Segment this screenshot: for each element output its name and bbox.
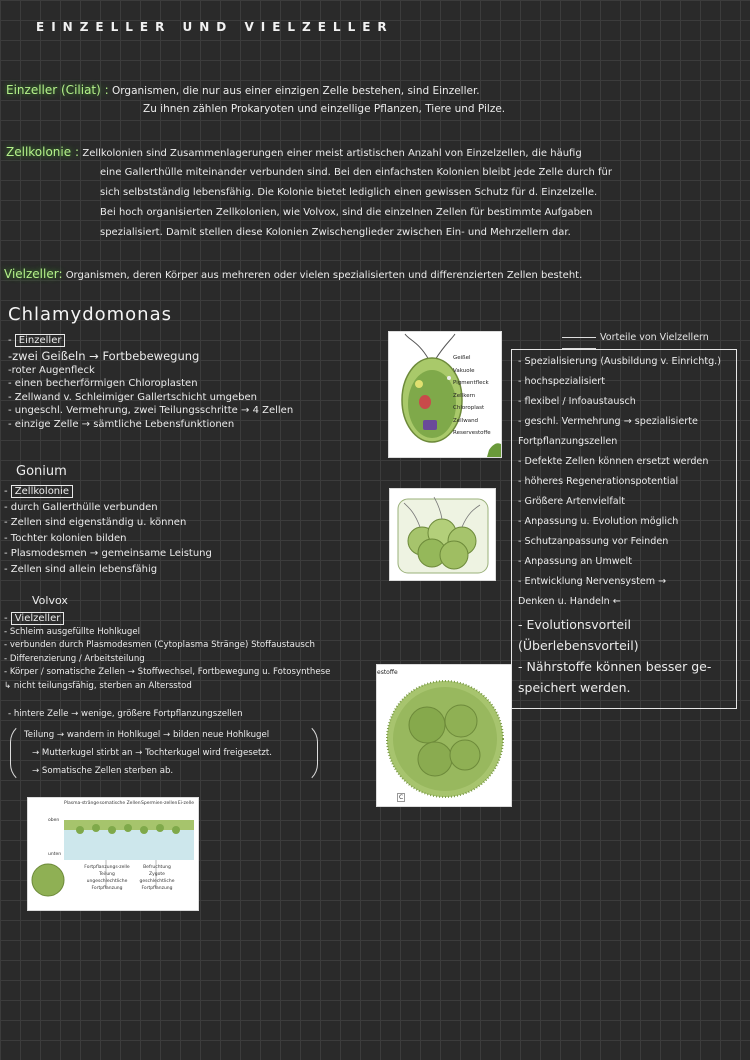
- list-item: - Nährstoffe können besser ge-: [518, 659, 712, 674]
- figure-label: oben: [48, 818, 60, 823]
- list-item: - Differenzierung / Arbeitsteilung: [4, 653, 145, 664]
- figure-label: Reservestoffe: [453, 430, 491, 436]
- chlamydomonas-list: - Einzeller -zwei Geißeln → Fortbebewegung -roter Augenfleck - einen becherförmigen Chloroplasten - Zellwand v. Schleimiger Gallertschicht umgeben - ungeschl. Vermehrung, zwei Teilungsschritte → 4 Zellen - einzige Zelle → sämtliche Lebensfunktionen: [8, 335, 294, 430]
- list-item: - Anpassung u. Evolution möglich: [518, 516, 679, 527]
- vielzeller-label: Vielzeller:: [4, 267, 63, 281]
- list-item: - ungeschl. Vermehrung, zwei Teilungsschritte → 4 Zellen: [8, 405, 294, 416]
- figure-label: Chloroplast: [453, 405, 485, 411]
- list-item: - einzige Zelle → sämtliche Lebensfunktionen: [8, 418, 235, 430]
- list-item: -zwei Geißeln → Fortbebewegung: [8, 348, 200, 363]
- list-item: - geschl. Vermehrung → spezialisierte: [518, 416, 698, 427]
- list-item: - Spezialisierung (Ausbildung v. Einrichtg.): [518, 356, 721, 367]
- zellkolonie-line1: Zellkolonien sind Zusammenlagerungen einer meist artistischen Anzahl von Einzelzellen, die häufig: [82, 148, 582, 159]
- list-item: - Körper / somatische Zellen → Stoffwechsel, Fortbewegung u. Fotosynthese: [4, 667, 331, 677]
- figure-label: Ei-zelle: [177, 801, 194, 806]
- einzeller-line2: Zu ihnen zählen Prokaryoten und einzellige Pflanzen, Tiere und Pilze.: [143, 103, 506, 115]
- figure-label: Fortpflanzungs-zelle: [84, 865, 130, 870]
- list-item: - Zellen sind eigenständig u. können: [4, 517, 187, 528]
- volvox-cycle-figure: [27, 797, 199, 911]
- list-item: Fortpflanzungszellen: [518, 436, 618, 447]
- list-item: - verbunden durch Plasmodesmen (Cytoplasma Stränge) Stoffaustausch: [4, 640, 315, 650]
- figure-label: Zellkern: [453, 392, 476, 399]
- figure-label: Befruchtung: [143, 865, 171, 870]
- list-item: - höheres Regenerationspotential: [518, 476, 679, 487]
- list-item: speichert werden.: [518, 680, 631, 695]
- chlamydomonas-type: Einzeller: [15, 334, 66, 347]
- zellkolonie-line5: spezialisiert. Damit stellen diese Kolonien Zwischenglieder zwischen Ein- und Mehrzellern dar.: [100, 227, 571, 238]
- gonium-heading: Gonium: [16, 464, 67, 479]
- list-item: - durch Gallerthülle verbunden: [4, 501, 158, 513]
- list-item: - Größere Artenvielfalt: [518, 496, 626, 507]
- figure-label: Pigmentfleck: [453, 380, 489, 386]
- list-item: Denken u. Handeln ←: [518, 596, 621, 607]
- page-title: EINZELLER UND VIELZELLER: [36, 20, 394, 34]
- volvox-list: - Vielzeller - Schleim ausgefüllte Hohlkugel - verbunden durch Plasmodesmen (Cytoplasma Stränge) Stoffaustausch - Differenzierung / Arbeitsteilung - Körper / somatische Zellen → Stoffwechsel, Fortbewegung u. Fotosynthese ↳ nicht teilungsfähig, sterben an Altersstod: [4, 612, 330, 693]
- volvox-figure: [376, 664, 512, 807]
- list-item: - Entwicklung Nervensystem →: [518, 576, 667, 587]
- zellkolonie-line2: eine Gallerthülle miteinander verbunden sind. Bei den einfachsten Kolonien bleibt jede Zelle durch für: [100, 167, 612, 178]
- volvox-cycle: [24, 726, 272, 780]
- figure-label: Geißel: [453, 355, 471, 361]
- list-item: - Plasmodesmen → gemeinsame Leistung: [4, 548, 212, 559]
- list-item: - Tochter kolonien bilden: [4, 532, 127, 544]
- vielzeller-definition: [4, 264, 582, 286]
- zellkolonie-label: Zellkolonie :: [6, 145, 79, 159]
- cycle-top-labels: [64, 801, 194, 806]
- zellkolonie-definition: [6, 142, 582, 164]
- list-item: Teilung → wandern in Hohlkugel → bilden neue Hohlkugel: [24, 730, 270, 740]
- list-item: → Mutterkugel stirbt an → Tochterkugel wird freigesetzt.: [32, 748, 273, 758]
- figure-label: Teilung: [99, 872, 115, 877]
- list-item: ↳ nicht teilungsfähig, sterben an Altersstod: [4, 680, 192, 691]
- figure-label: unten: [48, 852, 62, 857]
- list-item: - Zellen sind allein lebensfähig: [4, 563, 158, 575]
- figure-label: Spermien-zellen: [141, 801, 178, 806]
- list-item: - Schutzanpassung vor Feinden: [518, 536, 669, 547]
- advantages-list: [518, 352, 721, 698]
- volvox-figure-mark: C: [399, 794, 404, 801]
- gonium-figure: [389, 488, 496, 581]
- list-item: - Defekte Zellen können ersetzt werden: [518, 456, 709, 467]
- list-item: - einen becherförmigen Chloroplasten: [8, 378, 198, 389]
- volvox-figure-label: estoffe: [377, 669, 398, 676]
- gonium-colony-illustration: [390, 489, 495, 580]
- figure-label: geschlechtliche Fortpflanzung: [139, 879, 175, 891]
- advantages-title-text: Vorteile von Vielzellern: [600, 332, 709, 343]
- chlamydomonas-figure: [388, 331, 502, 458]
- list-item: - Zellwand v. Schleimiger Gallertschicht umgeben: [8, 391, 258, 403]
- volvox-sphere-illustration: [377, 665, 511, 806]
- list-item: - Schleim ausgefüllte Hohlkugel: [4, 626, 141, 637]
- figure-label: Plasma-stränge: [64, 801, 100, 806]
- list-item: - flexibel / Infoaustausch: [518, 396, 636, 407]
- cycle-right-labels: [134, 864, 180, 892]
- figure-label: Zygote: [149, 872, 165, 877]
- einzeller-label: Einzeller (Ciliat) :: [6, 83, 109, 97]
- list-item: - hochspezialisiert: [518, 376, 605, 387]
- figure-label: Vakuole: [453, 367, 475, 374]
- figure-label: Zellwand: [453, 417, 479, 424]
- chlamydomonas-heading: Chlamydomonas: [8, 304, 172, 325]
- figure-label: ungeschlechtliche Fortpflanzung: [86, 879, 128, 891]
- vielzeller-text: Organismen, deren Körper aus mehreren oder vielen spezialisierten und differenzierten Zellen besteht.: [65, 270, 583, 281]
- einzeller-line1: Organismen, die nur aus einer einzigen Zelle bestehen, sind Einzeller.: [112, 85, 480, 97]
- cycle-left-labels: [84, 864, 130, 892]
- zellkolonie-line3: sich selbstständig lebensfähig. Die Kolonie bietet lediglich einen gewissen Schutz für d. Einzelzelle.: [100, 187, 598, 198]
- gonium-list: - Zellkolonie - durch Gallerthülle verbunden - Zellen sind eigenständig u. können - Tochter kolonien bilden - Plasmodesmen → gemeinsame Leistung - Zellen sind allein lebensfähig: [4, 484, 212, 577]
- list-item: → Somatische Zellen sterben ab.: [32, 766, 174, 776]
- list-item: (Überlebensvorteil): [518, 638, 639, 653]
- volvox-type: Vielzeller: [11, 612, 65, 625]
- volvox-hintere-zelle: - hintere Zelle → wenige, größere Fortpflanzungszellen: [8, 709, 243, 719]
- gonium-type: Zellkolonie: [11, 485, 73, 498]
- figure-label: somatische Zellen: [99, 801, 141, 806]
- list-item: - Anpassung an Umwelt: [518, 556, 632, 567]
- chlamydomonas-labels: [453, 352, 491, 440]
- list-item: - Evolutionsvorteil: [518, 617, 632, 632]
- volvox-heading: Volvox: [32, 594, 68, 607]
- list-item: -roter Augenfleck: [8, 364, 95, 376]
- zellkolonie-line4: Bei hoch organisierten Zellkolonien, wie Volvox, sind die einzelnen Zellen für bestimmte Aufgaben: [100, 207, 593, 218]
